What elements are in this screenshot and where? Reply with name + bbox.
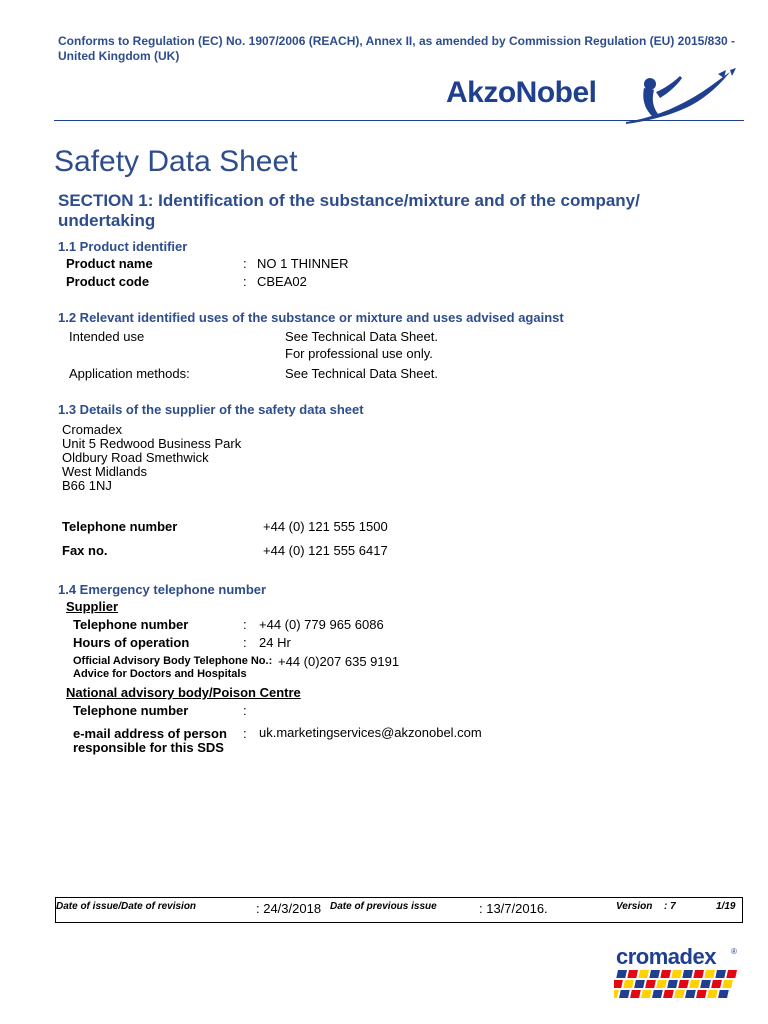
email-value[interactable]: uk.marketingservices@akzonobel.com [259,725,482,740]
pattern-block [645,980,656,988]
fax-value: +44 (0) 121 555 6417 [263,543,388,558]
supplier-subheading: Supplier [66,599,119,614]
official-advisory-label: Official Advisory Body Telephone No.: [73,655,273,667]
pattern-block [715,970,726,978]
email-label-line-1: e-mail address of person [73,726,227,741]
regulation-text: Conforms to Regulation (EC) No. 1907/2006 (REACH), Annex II, as amended by Commission Regulation (EU) 2015/830 - United Kingdom (UK) [58,34,736,63]
hours-value: 24 Hr [259,635,291,650]
issue-date-value: : 24/3/2018 [256,901,322,916]
pattern-block [656,980,667,988]
pattern-block [616,970,627,978]
official-advisory-value: +44 (0)207 635 9191 [278,654,400,669]
supplier-telephone-label: Telephone number [62,519,178,534]
pattern-block [634,980,645,988]
fax-label: Fax no. [62,543,108,558]
section-1-2-heading: 1.2 Relevant identified uses of the substance or mixture and uses advised against [58,310,564,325]
pattern-block [726,970,737,978]
pattern-block [693,970,704,978]
pattern-block [614,980,623,988]
address-line: Unit 5 Redwood Business Park [62,436,242,451]
pattern-block [685,990,696,998]
pattern-block [718,990,729,998]
pattern-block [630,990,641,998]
previous-issue-label: Date of previous issue [330,901,437,912]
pattern-block [704,970,715,978]
pattern-block [641,990,652,998]
hours-colon: : [243,635,247,650]
email-label-line-2: responsible for this SDS [73,740,224,755]
pattern-block [623,980,634,988]
application-methods-value: See Technical Data Sheet. [285,366,438,381]
address-line: West Midlands [62,464,148,479]
version-value: : 7 [664,901,676,912]
page-number: 1/19 [716,901,736,912]
version-label: Version [616,901,653,912]
national-telephone-label: Telephone number [73,703,189,718]
hours-label: Hours of operation [73,635,190,650]
pattern-block [707,990,718,998]
address-line: B66 1NJ [62,478,112,493]
pattern-block [689,980,700,988]
address-line: Oldbury Road Smethwick [62,450,209,465]
product-code-value: CBEA02 [257,274,307,289]
footer-box [55,897,743,923]
cromadex-pattern-icon [614,970,740,1004]
registered-mark: ® [731,947,737,956]
page-title: Safety Data Sheet [54,145,298,178]
issue-date-label: Date of issue/Date of revision [56,901,197,912]
pattern-block [700,980,711,988]
pattern-block [711,980,722,988]
product-code-label: Product code [66,274,150,289]
product-name-colon: : [243,256,247,271]
pattern-block [682,970,693,978]
akzonobel-logo: AkzoNobel [446,76,597,109]
pattern-block [649,970,660,978]
application-methods-label: Application methods: [69,366,190,381]
pattern-block [722,980,733,988]
national-telephone-colon: : [243,703,247,718]
section-1-3-heading: 1.3 Details of the supplier of the safety data sheet [58,402,364,417]
cromadex-logo: cromadex [616,944,716,969]
email-colon: : [243,726,247,741]
section-1-4-heading: 1.4 Emergency telephone number [58,582,267,597]
pattern-block [614,990,619,998]
pattern-block [667,980,678,988]
pattern-block [674,990,685,998]
previous-issue-value: : 13/7/2016. [479,901,548,916]
pattern-block [660,970,671,978]
pattern-block [638,970,649,978]
pattern-block [627,970,638,978]
pattern-block [652,990,663,998]
emergency-telephone-colon: : [243,617,247,632]
pattern-block [663,990,674,998]
intended-use-value-1: See Technical Data Sheet. [285,329,438,344]
pattern-block [678,980,689,988]
pattern-block [671,970,682,978]
product-name-value: NO 1 THINNER [257,256,349,271]
address-line: Cromadex [62,422,122,437]
emergency-telephone-label: Telephone number [73,617,189,632]
advice-doctors-label: Advice for Doctors and Hospitals [73,668,247,680]
section-1-1-heading: 1.1 Product identifier [58,239,188,254]
akzonobel-figure-icon [622,68,742,126]
header-divider [54,120,744,121]
intended-use-label: Intended use [69,329,145,344]
product-code-colon: : [243,274,247,289]
emergency-telephone-value: +44 (0) 779 965 6086 [259,617,384,632]
supplier-telephone-value: +44 (0) 121 555 1500 [263,519,388,534]
pattern-block [696,990,707,998]
product-name-label: Product name [66,256,153,271]
national-advisory-subheading: National advisory body/Poison Centre [66,685,301,700]
section-1-heading: SECTION 1: Identification of the substance/mixture and of the company/ undertaking [58,191,640,230]
intended-use-value-2: For professional use only. [285,346,433,361]
pattern-block [619,990,630,998]
